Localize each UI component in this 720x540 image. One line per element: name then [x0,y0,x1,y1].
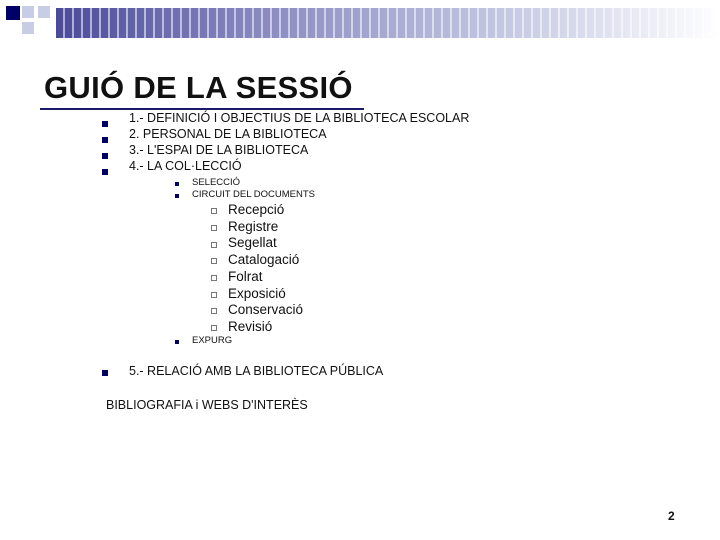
bullet-square [175,194,179,198]
bibliography-line: BIBLIOGRAFIA i WEBS D'INTERÈS [106,398,308,412]
agenda-item-4: 4.- LA COL·LECCIÓ [129,159,242,173]
bullet-square [175,182,179,186]
title-underline [40,108,364,110]
circuit-step-6: Exposició [228,286,286,301]
bullet-square [102,121,108,127]
bullet-hollow [211,275,217,281]
circuit-step-2: Registre [228,219,279,234]
bullet-hollow [211,208,217,214]
bullet-hollow [211,292,217,298]
bullet-hollow [211,242,217,248]
circuit-step-4: Catalogació [228,252,300,267]
circuit-step-8: Revisió [228,319,273,334]
circuit-step-1: Recepció [228,202,285,217]
slide-title: GUIÓ DE LA SESSIÓ [44,70,353,105]
header-band [56,8,720,38]
circuit-step-3: Segellat [228,235,277,250]
agenda-item-1: 1.- DEFINICIÓ I OBJECTIUS DE LA BIBLIOTECA ESCOLAR [129,111,470,125]
bullet-hollow [211,325,217,331]
agenda-item-3: 3.- L'ESPAI DE LA BIBLIOTECA [129,143,309,157]
agenda-item-5: 5.- RELACIÓ AMB LA BIBLIOTECA PÚBLICA [129,364,384,378]
subitem-expurg: EXPURG [192,335,233,346]
corner-square-1 [6,6,20,20]
bullet-hollow [211,225,217,231]
circuit-step-5: Folrat [228,269,263,284]
bullet-hollow [211,308,217,314]
corner-square-2 [22,6,34,18]
corner-square-4 [22,22,34,34]
corner-square-3 [38,6,50,18]
bullet-square [175,340,179,344]
circuit-step-7: Conservació [228,302,304,317]
page-number: 2 [668,509,675,523]
bullet-square [102,370,108,376]
subitem-circuit: CIRCUIT DEL DOCUMENTS [192,189,315,200]
bullet-square [102,137,108,143]
bullet-hollow [211,258,217,264]
agenda-item-2: 2. PERSONAL DE LA BIBLIOTECA [129,127,327,141]
bullet-square [102,169,108,175]
subitem-seleccio: SELECCIÓ [192,177,241,188]
bullet-square [102,153,108,159]
